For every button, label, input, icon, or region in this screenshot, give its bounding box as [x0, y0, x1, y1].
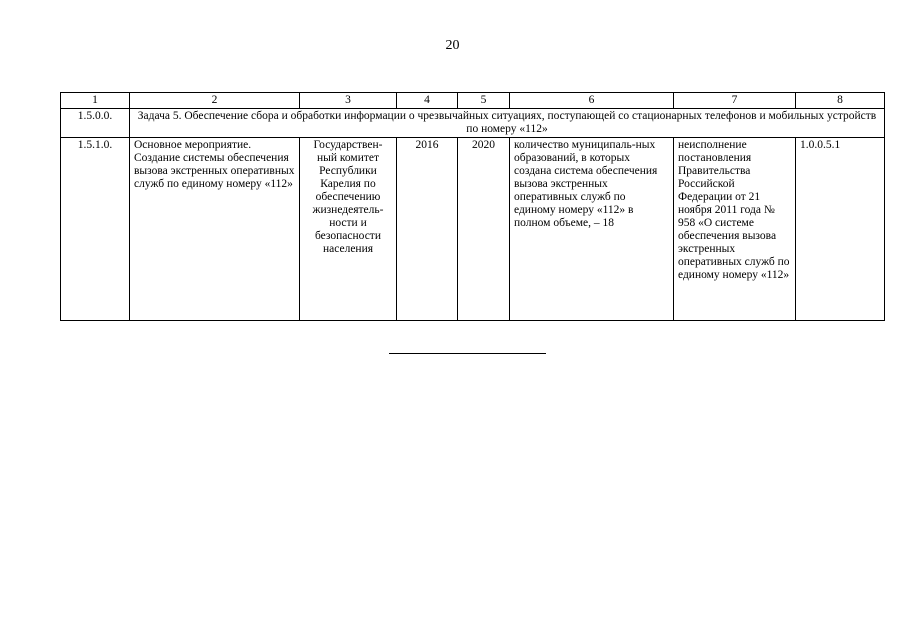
page-number: 20 — [445, 38, 460, 53]
row-result: количество муниципаль-ных образований, в которых создана система обеспечения вызова экстренных оперативных служб по единому номеру «112» в полном объеме, – 18 — [510, 138, 674, 321]
header-cell: 2 — [130, 93, 300, 109]
row-name: Основное мероприятие. Создание системы обеспечения вызова экстренных оперативных служб по единому номеру «112» — [130, 138, 300, 321]
header-cell: 6 — [510, 93, 674, 109]
table-row — [61, 138, 885, 321]
row-code: 1.5.1.0. — [61, 138, 130, 321]
row-end-year: 2020 — [458, 138, 510, 321]
program-table — [60, 92, 885, 321]
task-row — [61, 109, 885, 138]
header-row — [61, 93, 885, 109]
footer-separator-line — [389, 353, 546, 354]
task-code: 1.5.0.0. — [61, 109, 130, 138]
row-executor: Государствен-ный комитет Республики Карелия по обеспечению жизнедеятель-ности и безопасности населения — [300, 138, 397, 321]
header-cell: 4 — [397, 93, 458, 109]
header-cell: 7 — [674, 93, 796, 109]
header-cell: 1 — [61, 93, 130, 109]
header-cell: 8 — [796, 93, 885, 109]
row-link: 1.0.0.5.1 — [796, 138, 885, 321]
header-cell: 3 — [300, 93, 397, 109]
task-text: Задача 5. Обеспечение сбора и обработки информации о чрезвычайных ситуациях, поступающей со стационарных телефонов и мобильных устройств по номеру «112» — [130, 109, 885, 138]
row-start-year: 2016 — [397, 138, 458, 321]
header-cell: 5 — [458, 93, 510, 109]
row-consequence: неисполнение постановления Правительства Российской Федерации от 21 ноября 2011 года № 958 «О системе обеспечения вызова экстренных оперативных служб по единому номеру «112» — [674, 138, 796, 321]
